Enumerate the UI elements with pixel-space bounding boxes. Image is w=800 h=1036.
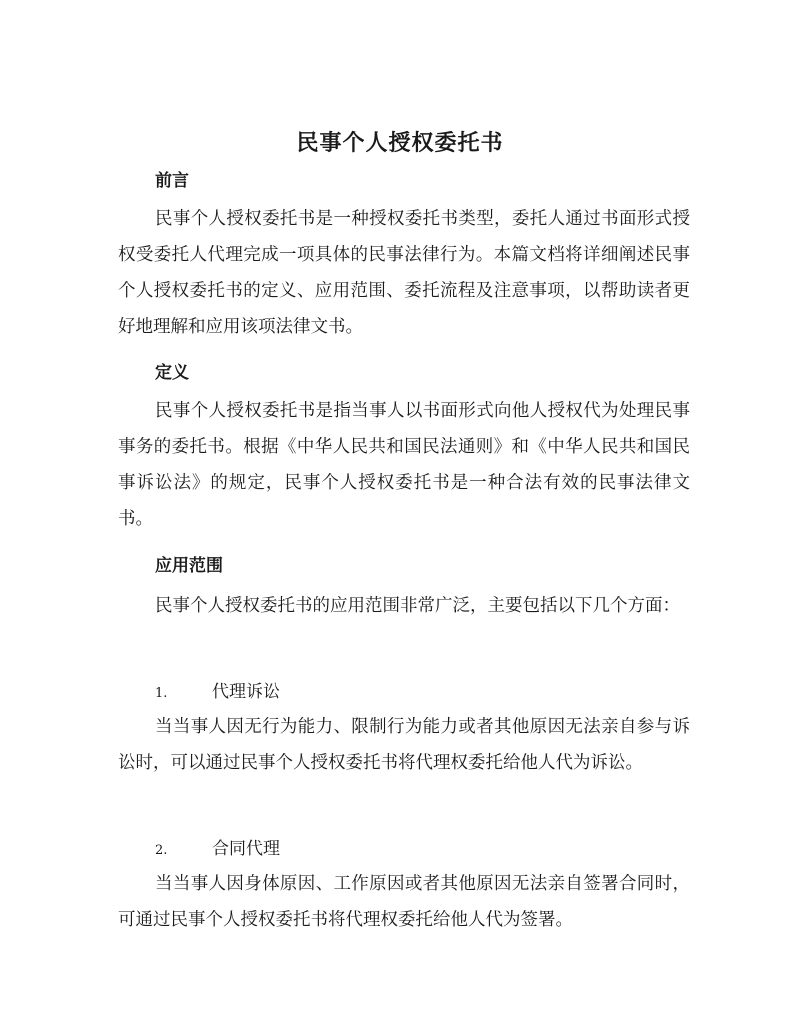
section-text-preface: 民事个人授权委托书是一种授权委托书类型，委托人通过书面形式授权受委托人代理完成一项具体的民事法律行为。本篇文档将详细阐述民事个人授权委托书的定义、应用范围、委托流程及注意事项，以帮助读者更好地理解和应用该项法律文书。 <box>118 209 690 337</box>
list-item-label: 合同代理 <box>212 839 280 859</box>
list-item-number: 1. <box>155 686 168 701</box>
list-item-text-1: 当当事人因无行为能力、限制行为能力或者其他原因无法亲自参与诉讼时，可以通过民事个人授权委托书将代理权委托给他人代为诉讼。 <box>118 717 690 773</box>
section-text-definition: 民事个人授权委托书是指当事人以书面形式向他人授权代为处理民事事务的委托书。根据《中华人民共和国民法通则》和《中华人民共和国民事诉讼法》的规定，民事个人授权委托书是一种合法有效的民事法律文书。 <box>118 401 690 529</box>
section-heading-preface: 前言 <box>155 171 189 191</box>
list-item-2 <box>155 834 280 859</box>
section-heading-scope: 应用范围 <box>155 556 223 576</box>
list-item-number: 2. <box>155 843 168 858</box>
page-title: 民事个人授权委托书 <box>296 130 504 156</box>
section-heading-definition: 定义 <box>155 363 189 383</box>
section-text-scope: 民事个人授权委托书的应用范围非常广泛，主要包括以下几个方面： <box>155 596 680 616</box>
list-item-1 <box>155 677 280 702</box>
list-item-text-2: 当当事人因身体原因、工作原因或者其他原因无法亲自签署合同时，可通过民事个人授权委托书将代理权委托给他人代为签署。 <box>118 874 690 930</box>
list-item-label: 代理诉讼 <box>212 682 280 702</box>
